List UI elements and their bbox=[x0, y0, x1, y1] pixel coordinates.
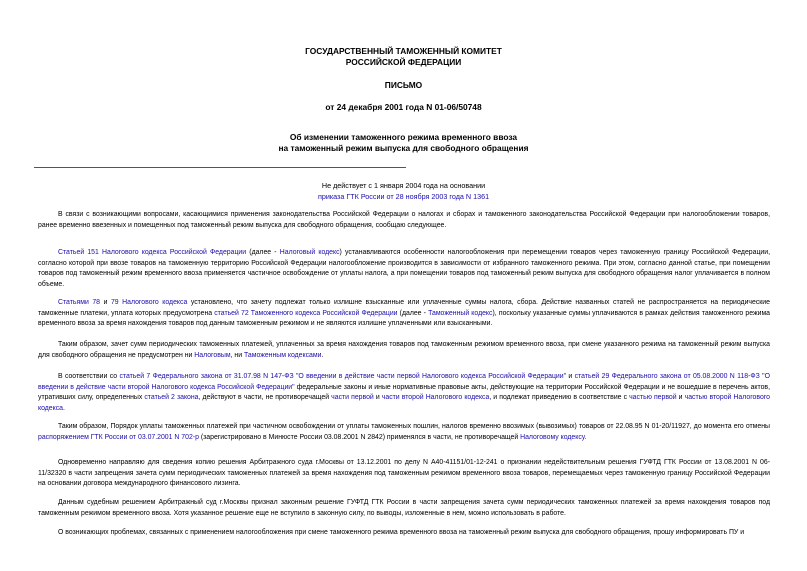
link-part-one[interactable]: части первой bbox=[331, 394, 374, 402]
issuer-line-1: ГОСУДАРСТВЕННЫЙ ТАМОЖЕННЫЙ КОМИТЕТ bbox=[305, 46, 502, 56]
link-tax-code-2[interactable]: Налоговому кодексу bbox=[520, 433, 585, 441]
paragraph-9: О возникающих проблемах, связанных с применением налогообложения при смене таможенного режима временного ввоза на таможенный режим выпуска для свободного обращения, прошу информировать ПУ и bbox=[58, 529, 745, 536]
paragraph-7: Одновременно направляю для сведения копию решения Арбитражного суда г.Москвы от 13.12.2001 по делу N А40-41151/01-12-241 о признании недействительным решения ГУФТД ГТК России от 13.08.2001 N 06-11/32320 в части запрещения зачета сумм периодических таможенных платежей за время нахождения под таможенным режимом временного ввоза товаров, перемещаемых через таможенную границу Российской Федерации на основании договора международного финансового лизинга. bbox=[38, 459, 770, 488]
link-customs-code[interactable]: Таможенный кодекс bbox=[428, 309, 493, 317]
link-article-72[interactable]: статьей 72 Таможенного кодекса Российской Федерации bbox=[214, 309, 398, 317]
paragraph-1: В связи с возникающими вопросами, касающимися применения законодательства Российской Федерации о налогах и сборах и таможенного законодательства Российской Федерации при налогообложении товаров, ранее временно ввезенных и помещенных под таможенный режим выпуска для свободного обращения, сообщаю следующее. bbox=[38, 211, 770, 229]
link-article-78[interactable]: Статьями 78 bbox=[58, 299, 101, 306]
link-customs-codes[interactable]: Таможенным кодексами bbox=[243, 351, 322, 359]
document-title bbox=[0, 132, 807, 154]
title-line-2: на таможенный режим выпуска для свободного обращения bbox=[278, 143, 529, 153]
document-date-number: от 24 декабря 2001 года N 01-06/50748 bbox=[325, 102, 482, 112]
status-note bbox=[0, 180, 807, 202]
separator-rule bbox=[34, 167, 406, 168]
status-link[interactable]: приказа ГТК России от 28 ноября 2003 года N 1361 bbox=[317, 192, 490, 201]
paragraph-6: Таким образом, Порядок уплаты таможенных платежей при частичном освобождении от уплаты таможенных пошлин, налогов временно ввозимых (вывозимых) товаров от 22.08.95 N 01-20/11927, до момента его отмены распоряжением ГТК России от 03.07.2001 N 702-р (зарегистрировано в Минюсте России 03.08.2001 N 2842) применялся в части, не противоречащей Налоговому кодексу. bbox=[38, 423, 770, 441]
title-line-1: Об изменении таможенного режима временного ввоза bbox=[289, 132, 518, 142]
link-part-two-2[interactable]: частью второй Налогового кодекса bbox=[38, 394, 771, 412]
link-part-two[interactable]: части второй Налогового кодекса bbox=[381, 394, 490, 402]
issuer-block bbox=[0, 46, 807, 68]
paragraph-2: Статьей 151 Налогового кодекса Российской Федерации (далее - Налоговый кодекс) устанавливаются особенности налогообложения при перемещении товаров через таможенную границу Российской Федерации, согласно которой при ввозе товаров на таможенную территорию Российской Федерации налогообложение производится в зависимости от избранного таможенного режима. При этом, согласно данной статье, при помещении товаров под таможенный режим временного ввоза применяется частичное освобождение от уплаты налога, а при помещении товаров под таможенный режим выпуска для свободного обращения налог уплачивается в полном объеме. bbox=[38, 249, 770, 288]
paragraph-8: Данным судебным решением Арбитражный суд г.Москвы признал законным решение ГУФТД ГТК России в части запрещения зачета сумм периодических таможенных платежей за время нахождения товаров под таможенным режимом временного ввоза. Хотя указанное решение еще не вступило в законную силу, по выводы, изложенные в нем, можно использовать в работе. bbox=[38, 499, 770, 517]
link-law-147[interactable]: статьей 7 Федерального закона от 31.07.98 N 147-ФЗ "О введении в действие части первой Налогового кодекса Российской Федерации" bbox=[119, 373, 567, 380]
link-article-151[interactable]: Статьей 151 Налогового кодекса Российской Федерации bbox=[58, 249, 247, 256]
paragraph-3: Статьями 78 и 79 Налогового кодекса установлено, что зачету подлежат только излишне взысканные или уплаченные суммы налога, сбора. Действие названных статей не распространяется на периодические таможенные платежи, уплата которых предусмотрена статьей 72 Таможенного кодекса Российской Федерации (далее - Таможенный кодекс), поскольку указанные суммы уплачиваются в рамках действия таможенного режима временного ввоза за время нахождения товаров под данным таможенным режимом и не являются излишне уплаченными или взысканными. bbox=[38, 299, 771, 328]
link-tax-code[interactable]: Налоговый кодекс bbox=[279, 249, 340, 256]
issuer-line-2: РОССИЙСКОЙ ФЕДЕРАЦИИ bbox=[345, 57, 462, 67]
link-part-one-2[interactable]: частью первой bbox=[629, 394, 677, 402]
link-law-118[interactable]: статьей 29 Федерального закона от 05.08.2000 N 118-ФЗ "О введении в действие части второй Налогового кодекса Российской Федерации" bbox=[38, 373, 770, 391]
paragraph-5: В соответствии со статьей 7 Федерального закона от 31.07.98 N 147-ФЗ "О введении в действие части первой Налогового кодекса Российской Федерации" и статьей 29 Федерального закона от 05.08.2000 N 118-ФЗ "О введении в действие части второй Налогового кодекса Российской Федерации" федеральные законы и иные нормативные правовые акты, действующие на территории Российской Федерации и не вошедшие в перечень актов, утративших силу, определенных статьей 2 закона, действуют в части, не противоречащей части первой и части второй Налогового кодекса, и подлежат приведению в соответствие с частью первой и частью второй Налогового кодекса. bbox=[38, 373, 771, 412]
link-tax[interactable]: Налоговым bbox=[194, 351, 231, 359]
link-order-702[interactable]: распоряжением ГТК России от 03.07.2001 N 702-р bbox=[38, 433, 199, 441]
link-article-2[interactable]: статьей 2 закона bbox=[144, 394, 199, 402]
link-article-79[interactable]: 79 Налогового кодекса bbox=[110, 299, 188, 306]
document-type: ПИСЬМО bbox=[384, 80, 423, 90]
status-text: Не действует с 1 января 2004 года на основании bbox=[321, 181, 486, 190]
paragraph-4: Таким образом, зачет сумм периодических таможенных платежей, уплаченных за время нахождения товаров под таможенным режимом временного ввоза, при смене указанного режима на таможенный режим выпуска для свободного обращения не предусмотрен ни Налоговым, ни Таможенным кодексами. bbox=[38, 341, 770, 359]
